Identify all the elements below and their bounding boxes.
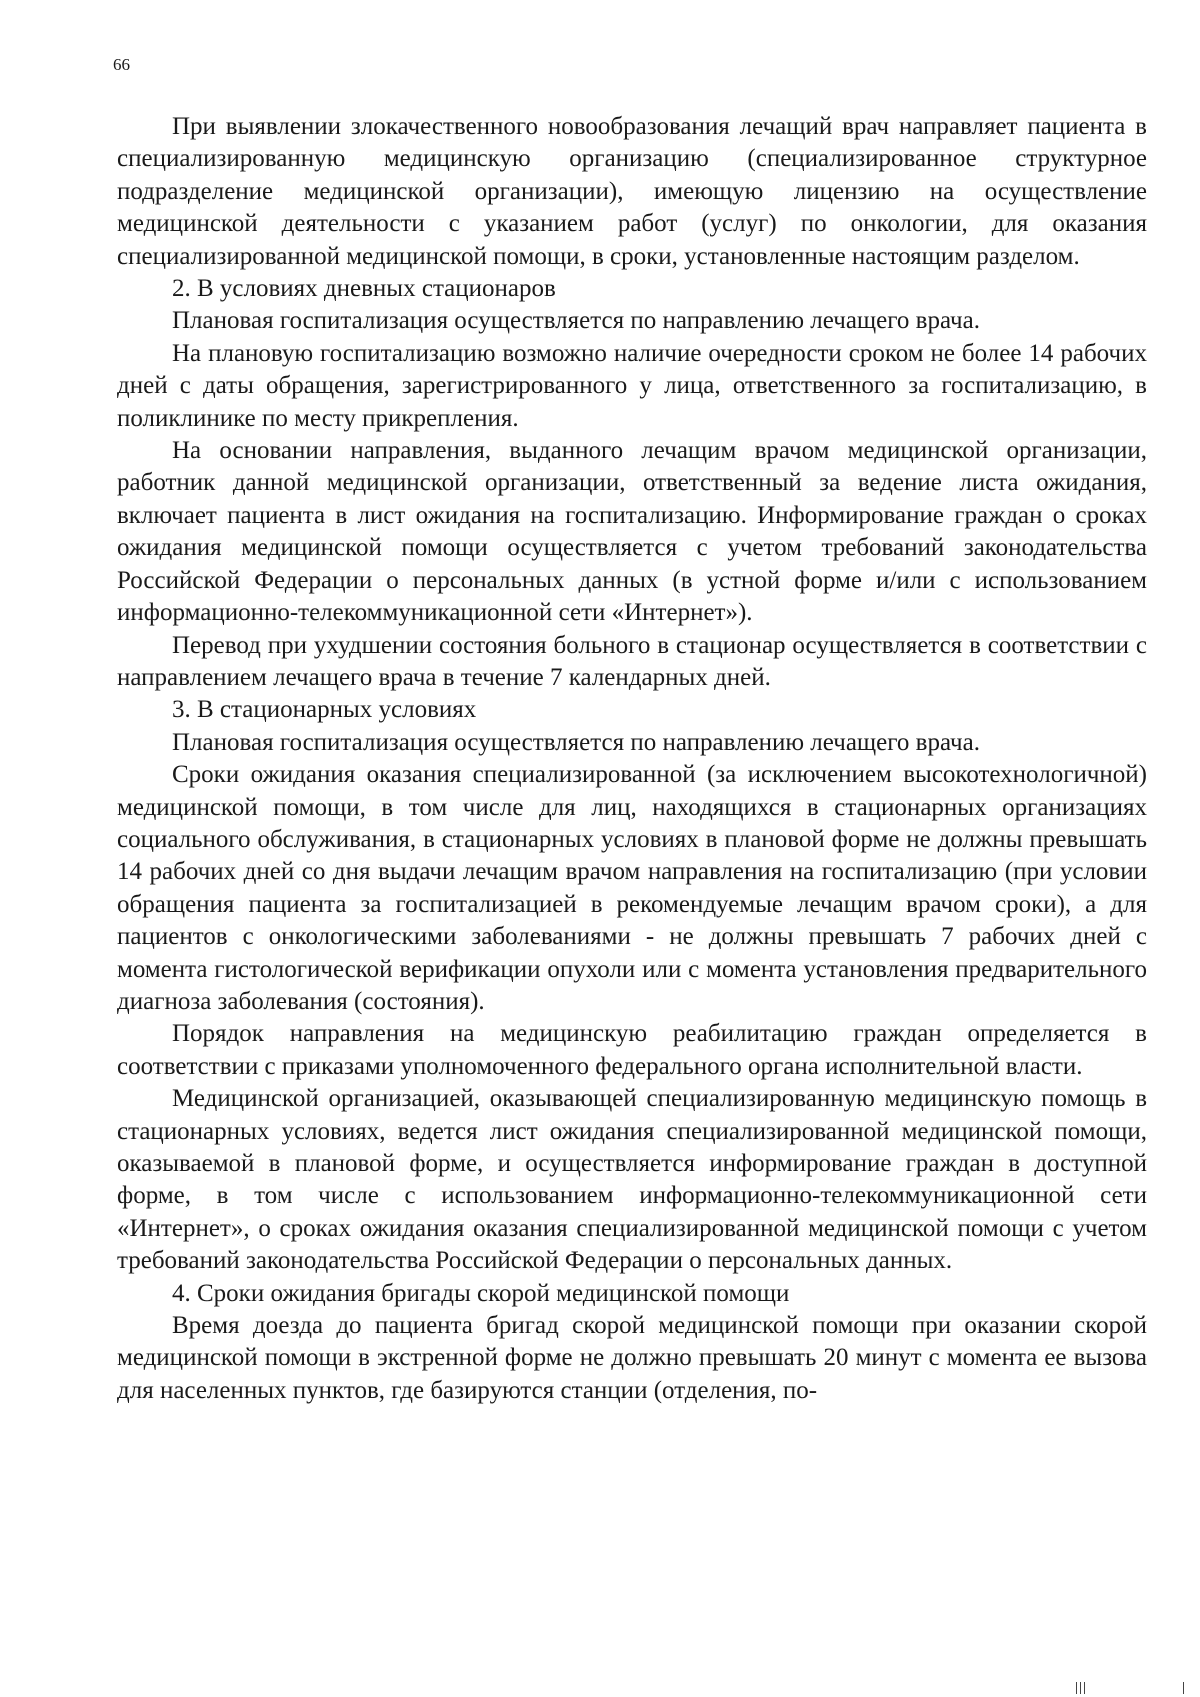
paragraph-oncology-referral: При выявлении злокачественного новообразования лечащий врач направляет пациента в специализированную медицинскую организацию (специализированное структурное подразделение медицинской организации), имеющую лицензию на осуществление медицинской деятельности с указанием работ (услуг) по онкологии, для оказания специализированной медицинской помощи, в сроки, установленные настоящим разделом. <box>117 113 1147 270</box>
paragraph-planned-hospitalization: Плановая госпитализация осуществляется по направлению лечащего врача. <box>172 307 980 335</box>
paragraph-planned-hospitalization-inpatient: Плановая госпитализация осуществляется по направлению лечащего врача. <box>172 728 980 756</box>
paragraph-queue-period: На плановую госпитализацию возможно наличие очередности сроком не более 14 рабочих дней с даты обращения, зарегистрированного у лица, ответственного за госпитализацию, в поликлинике по месту прикрепления. <box>117 339 1147 432</box>
paragraph-ambulance-time: Время доезда до пациента бригад скорой медицинской помощи при оказании скорой медицинской помощи в экстренной форме не должно превышать 20 минут с момента ее вызова для населенных пунктов, где базируются станции (отделения, по- <box>117 1312 1147 1404</box>
section-heading-ambulance: 4. Сроки ожидания бригады скорой медицинской помощи <box>172 1279 790 1307</box>
paragraph-waiting-list: На основании направления, выданного лечащим врачом медицинской организации, работник данной медицинской организации, ответственный за ведение листа ожидания, включает пациента в лист ожидания на госпитализацию. Информирование граждан о сроках ожидания медицинской помощи осуществляется с учетом требований законодательства Российской Федерации о персональных данных (в устной форме и/или с использованием информационно-телекоммуникационной сети «Интернет»). <box>117 437 1147 627</box>
page-number: 66 <box>113 55 130 74</box>
section-heading-day-hospital: 2. В условиях дневных стационаров <box>172 275 556 303</box>
paragraph-rehabilitation: Порядок направления на медицинскую реабилитацию граждан определяется в соответствии с приказами уполномоченного федерального органа исполнительной власти. <box>117 1020 1147 1080</box>
paragraph-transfer: Перевод при ухудшении состояния больного в стационар осуществляется в соответствии с направлением лечащего врача в течение 7 календарных дней. <box>117 631 1147 691</box>
scan-artifact-marks <box>1076 1682 1186 1694</box>
paragraph-waiting-list-specialized: Медицинской организацией, оказывающей специализированную медицинскую помощь в стационарных условиях, ведется лист ожидания специализированной медицинской помощи, оказываемой в плановой форме, и осуществляется информирование граждан в доступной форме, в том числе с использованием информационно-телекоммуникационной сети «Интернет», о сроках ожидания оказания специализированной медицинской помощи с учетом требований законодательства Российской Федерации о персональных данных. <box>117 1085 1147 1275</box>
paragraph-waiting-terms: Сроки ожидания оказания специализированной (за исключением высокотехнологичной) медицинской помощи, в том числе для лиц, находящихся в стационарных организациях социального обслуживания, в стационарных условиях в плановой форме не должны превышать 14 рабочих дней со дня выдачи лечащим врачом направления на госпитализацию (при условии обращения пациента за госпитализацией в рекомендуемые лечащим врачом сроки), а для пациентов с онкологическими заболеваниями - не должны превышать 7 рабочих дней с момента гистологической верификации опухоли или с момента установления предварительного диагноза заболевания (состояния). <box>117 761 1147 1015</box>
document-body <box>117 111 1147 1407</box>
section-heading-inpatient: 3. В стационарных условиях <box>172 696 477 724</box>
